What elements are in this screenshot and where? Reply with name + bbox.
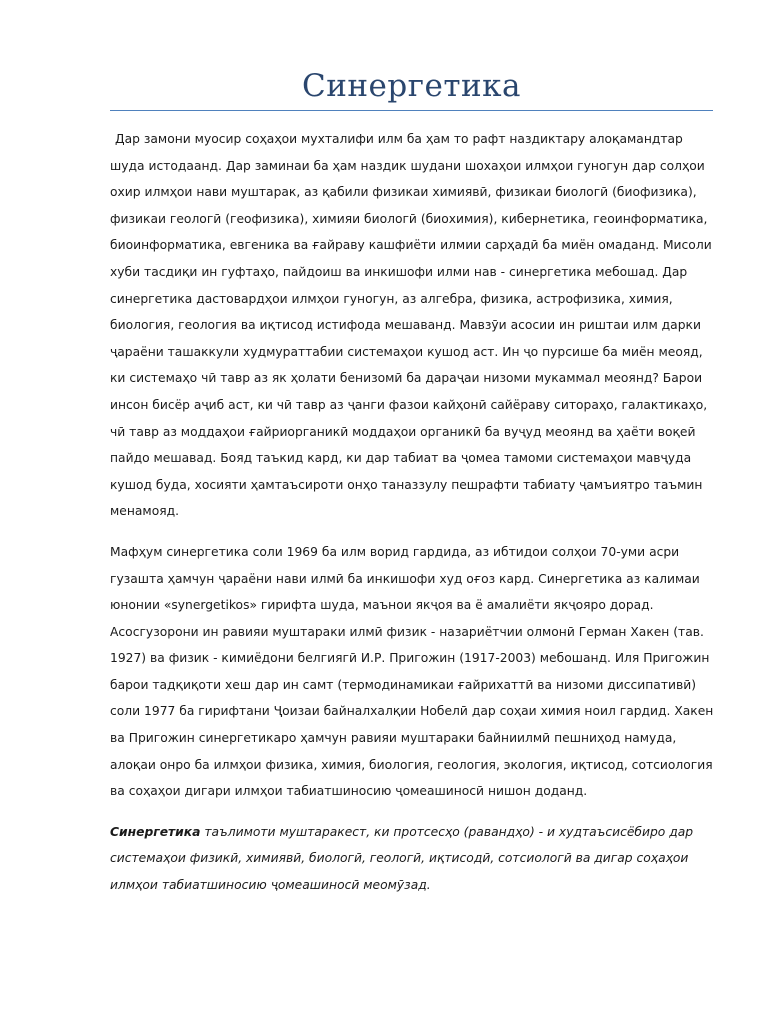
paragraph-definition xyxy=(110,819,715,899)
page-title: Синергетика xyxy=(302,68,521,104)
definition-term: Синергетика xyxy=(110,824,201,839)
paragraph-intro: Дар замони муосир соҳаҳои мухталифи илм ба ҳам то рафт наздиктару алоқамандтар шуда истодаанд. Дар заминаи ба ҳам наздик шудани шохаҳои илмҳои гуногун дар солҳои охир илмҳои нави муштарак, аз қабили физикаи химиявӣ, физикаи биологӣ (биофизика), физикаи геологӣ (геофизика), химияи биологӣ (биохимия), кибернетика, геоинформатика, биоинформатика, евгеника ва ғайраву кашфиёти илмии сарҳадӣ ба миён омаданд. Мисоли хуби тасдиқи ин гуфтаҳо, пайдоиш ва инкишофи илми нав - синергетика мебошад. Дар синергетика дастовардҳои илмҳои гуногун, аз алгебра, физика, астрофизика, химия, биология, геология ва иқтисод истифода мешаванд. Мавзӯи асосии ин риштаи илм дарки ҷараёни ташаккули худмураттабии системаҳои кушод аст. Ин ҷо пурсише ба миён меояд, ки системаҳо чӣ тавр аз як ҳолати бенизомӣ ба дараҷаи низоми мукаммал меоянд? Барои инсон бисёр аҷиб аст, ки чӣ тавр аз ҷанги фазои кайҳонӣ сайёраву ситораҳо, галактикаҳо, чӣ тавр аз моддаҳои ғайриорганикӣ моддаҳои органикӣ ба вуҷуд меоянд ва ҳаёти воқеӣ пайдо мешавад. Бояд таъкид кард, ки дар табиат ва ҷомеа тамоми системаҳои мавҷуда кушод буда, хосияти ҳамтаъсироти онҳо таназзулу пешрафти табиату ҷамъиятро таъмин менамояд. xyxy=(110,132,712,519)
definition-text: таълимоти муштаракест, ки протсесҳо (равандҳо) - и худтаъсисёбиро дар системаҳои физикӣ, химиявӣ, биологӣ, геологӣ, иқтисодӣ, сотсиологӣ ва дигар соҳаҳои илмҳои табиатшиносию ҷомеашиносӣ меомӯзад. xyxy=(110,824,694,893)
title-underline xyxy=(110,110,713,111)
document-body xyxy=(110,126,715,899)
paragraph-history: Мафҳум синергетика соли 1969 ба илм ворид гардида, аз ибтидои солҳои 70-уми асри гузашта ҳамчун ҷараёни нави илмӣ ба инкишофи худ оғоз кард. Синергетика аз калимаи юнонии «synergetikos» гирифта шуда, маънои якҷоя ва ё амалиёти якҷояро дорад. Асосгузорони ин равияи муштараки илмӣ физик - назариётчии олмонӣ Герман Хакен (тав. 1927) ва физик - кимиёдони белгиягӣ И.Р. Пригожин (1917-2003) мебошанд. Иля Пригожин барои тадқиқоти хеш дар ин самт (термодинамикаи ғайрихаттӣ ва низоми диссипативӣ) соли 1977 ба гирифтани Ҷоизаи байналхалқии Нобелӣ дар соҳаи химия ноил гардид. Хакен ва Пригожин синергетикаро ҳамчун равияи муштараки байниилмӣ пешниҳод намуда, алоқаи онро ба илмҳои физика, химия, биология, геология, экология, иқтисод, сотсиология ва соҳаҳои дигари илмҳои табиатшиносию ҷомеашиносӣ нишон доданд. xyxy=(110,544,714,799)
